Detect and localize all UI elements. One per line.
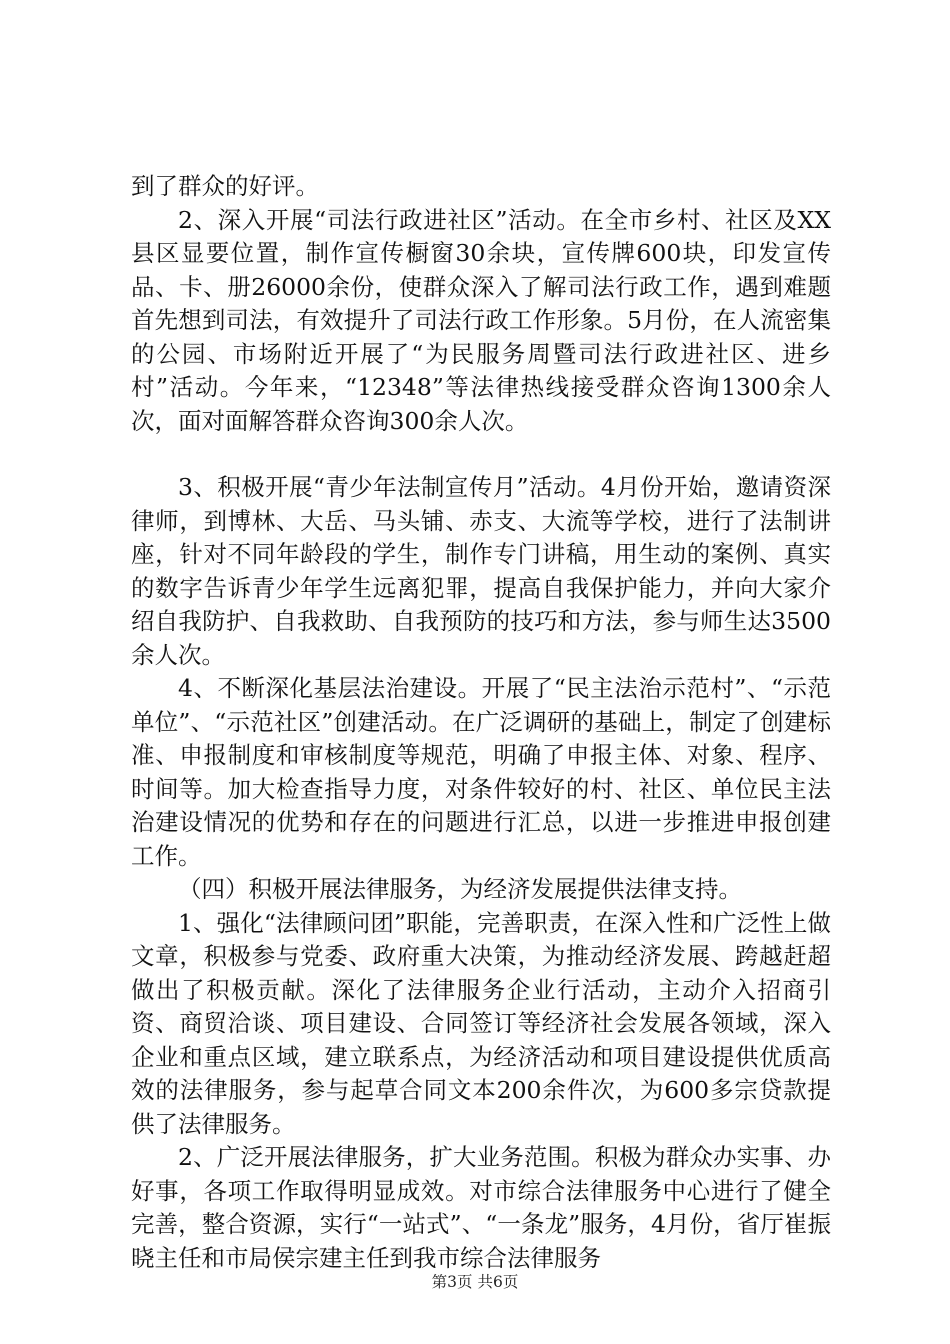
page-number: 第3页 共6页: [431, 1273, 519, 1291]
page-footer: [0, 1272, 950, 1292]
paragraph-expand-legal-services: 2、广泛开展法律服务，扩大业务范围。积极为群众办实事、办好事，各项工作取得明显成效。对市综合法律服务中心进行了健全完善，整合资源，实行“一站式”、“一条龙”服务，4月份，省厅崔振晓主任和市局侯宗建主任到我市综合法律服务: [131, 1143, 831, 1272]
section-heading-legal-services: （四）积极开展法律服务，为经济发展提供法律支持。: [178, 875, 742, 903]
paragraph-grassroots-rule-of-law: 4、不断深化基层法治建设。开展了“民主法治示范村”、“示范单位”、“示范社区”创建活动。在广泛调研的基础上，制定了创建标准、申报制度和审核制度等规范，明确了申报主体、对象、程序、时间等。加大检查指导力度，对条件较好的村、社区、单位民主法治建设情况的优势和存在的问题进行汇总，以进一步推进申报创建工作。: [131, 674, 831, 870]
paragraph-community-activity: 2、深入开展“司法行政进社区”活动。在全市乡村、社区及XX县区显要位置，制作宣传橱窗30余块，宣传牌600块，印发宣传品、卡、册26000余份，使群众深入了解司法行政工作，遇到难题首先想到司法，有效提升了司法行政工作形象。5月份，在人流密集的公园、市场附近开展了“为民服务周暨司法行政进社区、进乡村”活动。今年来，“12348”等法律热线接受群众咨询1300余人次，面对面解答群众咨询300余人次。: [131, 205, 831, 435]
paragraph-youth-legal-month: 3、积极开展“青少年法制宣传月”活动。4月份开始，邀请资深律师，到博林、大岳、马头铺、赤支、大流等学校，进行了法制讲座，针对不同年龄段的学生，制作专门讲稿，用生动的案例、真实的数字告诉青少年学生远离犯罪，提高自我保护能力，并向大家介绍自我防护、自我救助、自我预防的技巧和方法，参与师生达3500余人次。: [131, 473, 831, 669]
paragraph-legal-advisory-group: 1、强化“法律顾问团”职能，完善职责，在深入性和广泛性上做文章，积极参与党委、政府重大决策，为推动经济发展、跨越赶超做出了积极贡献。深化了法律服务企业行活动，主动介入招商引资、商贸洽谈、项目建设、合同签订等经济社会发展各领域，深入企业和重点区域，建立联系点，为经济活动和项目建设提供优质高效的法律服务，参与起草合同文本200余件次，为600多宗贷款提供了法律服务。: [131, 908, 831, 1138]
document-body: [131, 170, 831, 1275]
paragraph-continuation: 到了群众的好评。: [131, 172, 319, 200]
